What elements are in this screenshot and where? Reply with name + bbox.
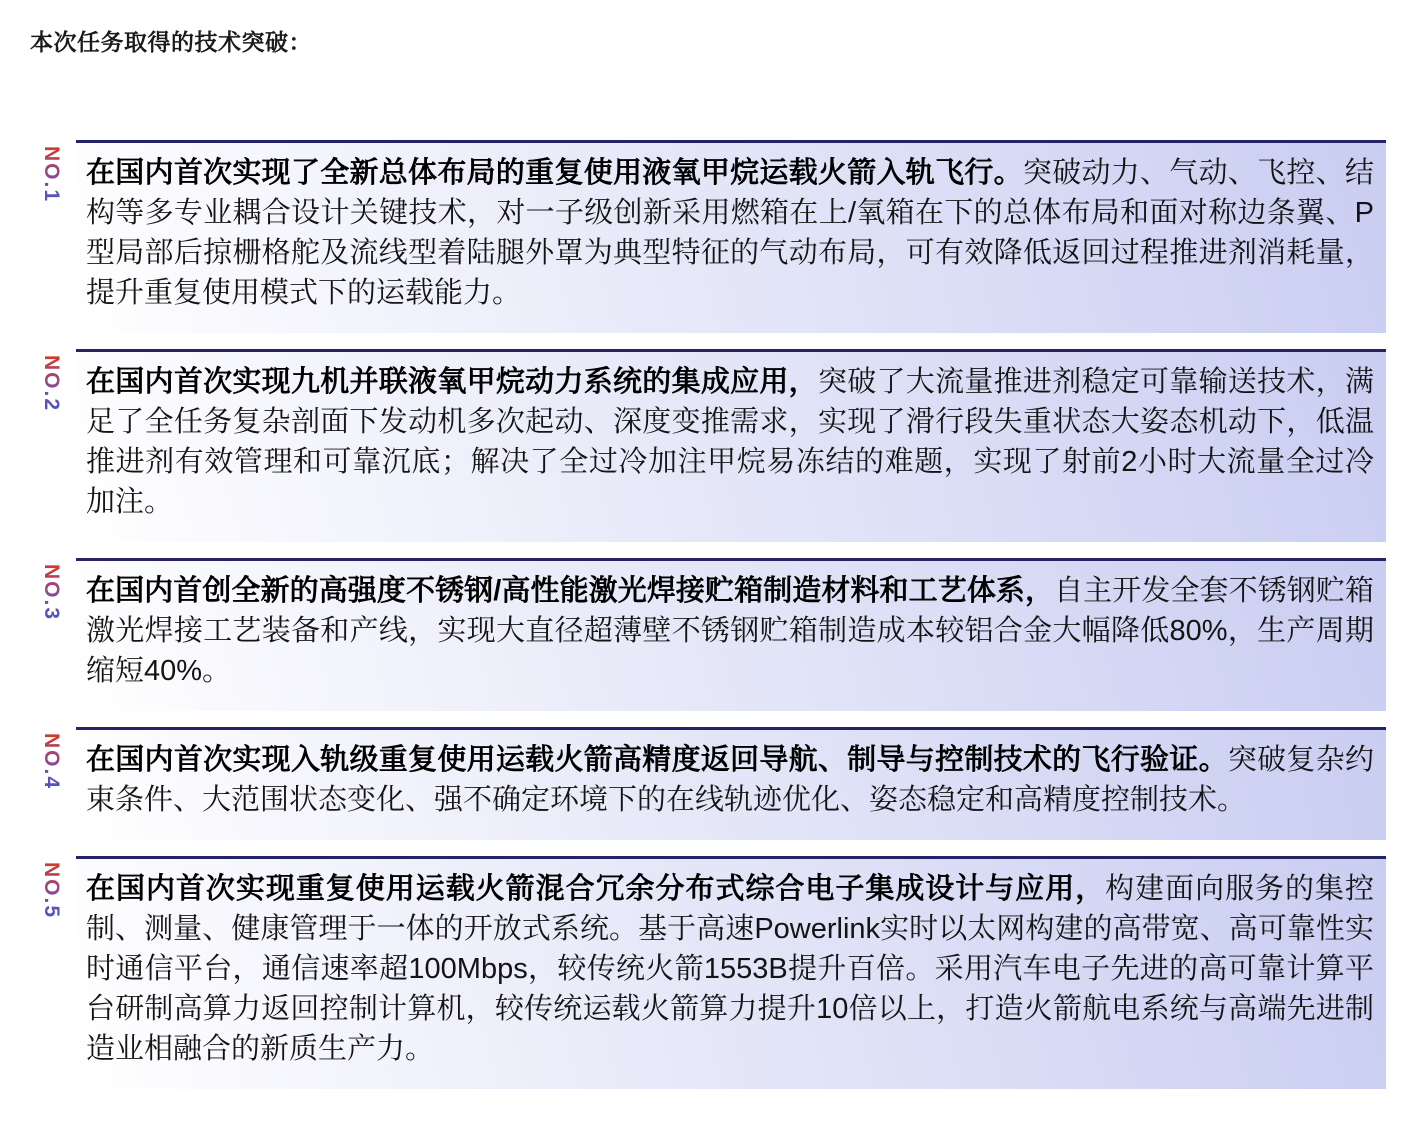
section-row <box>30 856 1386 1089</box>
section-body-text: 构建面向服务的集控制、测量、健康管理于一体的开放式系统。基于高速Powerlink实时以太网构建的高带宽、高可靠性实时通信平台，通信速率超100Mbps，较传统火箭1553B提升百倍。采用汽车电子先进的高可靠计算平台研制高算力返回控制计算机，较传统运载火箭算力提升10倍以上，打造火箭航电系统与高端先进制造业相融合的新质生产力。 <box>86 873 1374 1065</box>
section-band <box>76 727 1386 840</box>
section-number-column <box>30 140 76 208</box>
section-band <box>76 856 1386 1089</box>
section-number-label: NO.5 <box>40 862 64 920</box>
section-lead-text: 在国内首次实现入轨级重复使用运载火箭高精度返回导航、制导与控制技术的飞行验证。 <box>86 744 1228 776</box>
section-lead-text: 在国内首次实现九机并联液氧甲烷动力系统的集成应用， <box>86 366 818 398</box>
section-number-label: NO.2 <box>40 355 64 413</box>
section-body-text: 突破了大流量推进剂稳定可靠输送技术，满足了全任务复杂剖面下发动机多次起动、深度变推需求，实现了滑行段失重状态大姿态机动下，低温推进剂有效管理和可靠沉底；解决了全过冷加注甲烷易冻结的难题，实现了射前2小时大流量全过冷加注。 <box>86 366 1374 518</box>
section-body-text: 突破复杂约束条件、大范围状态变化、强不确定环境下的在线轨迹优化、姿态稳定和高精度控制技术。 <box>86 744 1374 816</box>
section-number-column <box>30 856 76 924</box>
section-number-label: NO.4 <box>40 733 64 791</box>
section-band <box>76 349 1386 542</box>
section-lead-text: 在国内首次实现了全新总体布局的重复使用液氧甲烷运载火箭入轨飞行。 <box>86 157 1023 189</box>
section-band <box>76 558 1386 711</box>
section-body-text: 自主开发全套不锈钢贮箱激光焊接工艺装备和产线，实现大直径超薄壁不锈钢贮箱制造成本较铝合金大幅降低80%，生产周期缩短40%。 <box>86 575 1374 687</box>
section-number-label: NO.3 <box>40 564 64 622</box>
section-row <box>30 558 1386 711</box>
section-lead-text: 在国内首创全新的高强度不锈钢/高性能激光焊接贮箱制造材料和工艺体系， <box>86 575 1055 607</box>
section-band <box>76 140 1386 333</box>
section-number-column <box>30 349 76 417</box>
section-row <box>30 727 1386 840</box>
page-title: 本次任务取得的技术突破： <box>30 29 312 55</box>
section-number-label: NO.1 <box>40 146 64 204</box>
section-row <box>30 140 1386 333</box>
section-row <box>30 349 1386 542</box>
section-number-column <box>30 727 76 795</box>
sections-list <box>30 140 1386 1089</box>
section-body-text: 突破动力、气动、飞控、结构等多专业耦合设计关键技术，对一子级创新采用燃箱在上/氧箱在下的总体布局和面对称边条翼、P型局部后掠栅格舵及流线型着陆腿外罩为典型特征的气动布局，可有效降低返回过程推进剂消耗量，提升重复使用模式下的运载能力。 <box>86 157 1374 309</box>
section-lead-text: 在国内首次实现重复使用运载火箭混合冗余分布式综合电子集成设计与应用， <box>86 873 1106 905</box>
section-number-column <box>30 558 76 626</box>
